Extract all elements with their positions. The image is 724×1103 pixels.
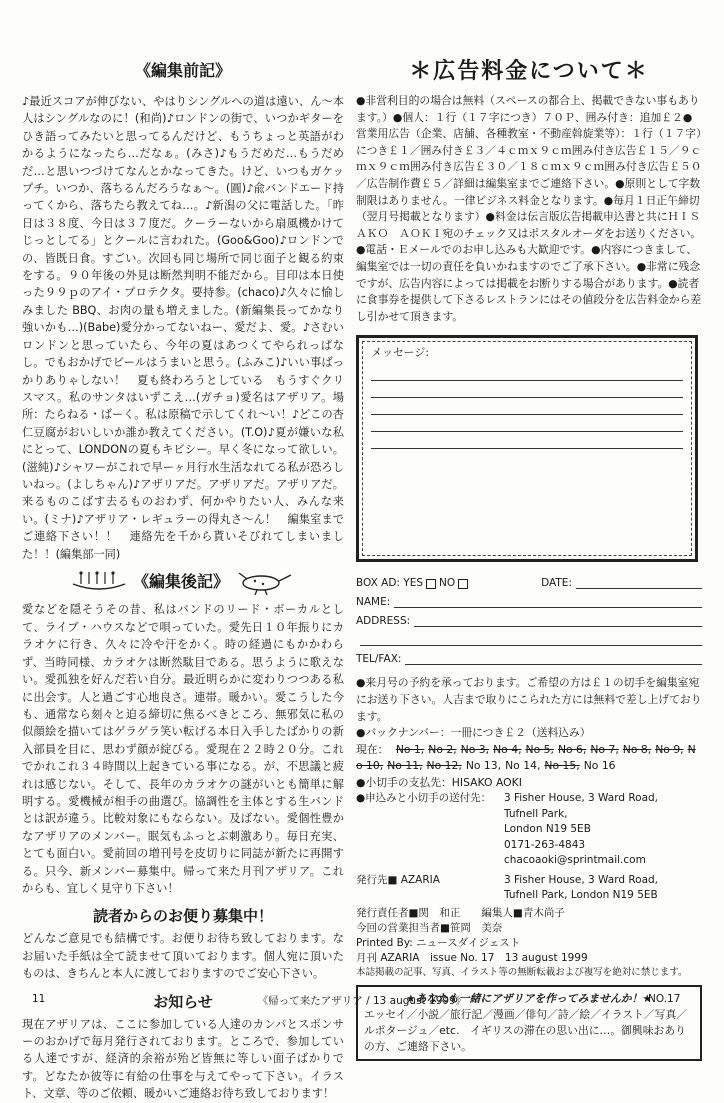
send-address [504, 791, 658, 869]
recruit-body: エッセイ／小説／旅行記／漫画／俳句／詩／絵／イラスト／写真／ルポタージュ／etc. イギリスの滞在の思い出に…。御興味おありの方、ご連絡下さい。 [364, 1007, 688, 1053]
date-label: DATE: [541, 577, 572, 590]
backnumber-item: No 11, [387, 759, 423, 773]
payee-line: ●小切手の支払先：HISAKO AOKI [356, 775, 522, 789]
address-row [356, 608, 702, 627]
address-label: ADDRESS: [356, 615, 411, 628]
backnumber-item: No 3, [460, 742, 490, 756]
footer-title: 《帰って来たアザリア / 13 august 1999》 [257, 995, 467, 1007]
ad-rates-body: ●非営利目的の場合は無料（スペースの都合上、掲載できない事もあります。）●個人：１行（１７字につき）７０Ｐ、囲み付き：追加￡２●営業用広告（企業、店舗、各種教室・不動産斡旋業等）：１行（１７字）につき￡１／囲み付き￡３／４ｃｍｘ９ｃｍ囲み付き広告￡１５／９ｃｍｘ９ｃｍ囲み付き広告￡３０／１８ｃｍｘ９ｃｍ囲み付き広告￡５０／広告制作費￡５／詳細は編集室までご連絡下さい。●原則として字数制限はありません。一律ビジネス料金となります。●毎月１日正午締切（翌月号掲載となります）●料金は伝言版広告掲載申込書と共にＨＩＳＡＫＯ ＡＯＫＩ宛のチェック又はポスタルオーダをお送りください。●電話・Ｅメールでのお申し込みも大歓迎です。●内容につきまして、編集室では一切の責任を負いかねますのでご了承下さい。●非常に残念ですが、広告内容によっては掲載をお断りする場合があります。●読者に食事券を提供して下さるレストランにはその値段分を広告料金から差し引かせて頂きます。 [356, 94, 702, 323]
send-addr-line: London N19 5EB [504, 823, 591, 836]
backnumber-list [356, 742, 702, 775]
phone-number: 0171-263-4843 [504, 838, 586, 851]
boat-doodle-icon [71, 570, 127, 594]
notice-body: 現在アザリアは、ここに参加している人達のカンパとスポンサーのおかげで毎月発行されております。ところで、参加している人達ですが、経済的余裕が殆ど皆無に等しい面子ばかりです。どなたか彼等に有給の仕事を与えてやって下さい。イラスト、文章、等のご依頼、暖かいご連絡お待ち致しております！ [22, 1017, 344, 1101]
backnumber-item: No 6, [557, 742, 587, 756]
send-key: ●申込みと小切手の送付先： [356, 792, 492, 805]
publisher-addr-line: Tufnell Park, London N19 5EB [504, 889, 658, 902]
recruit-title: ★あなたも一緒にアザリアを作ってみませんか！★ [405, 991, 653, 1005]
box-ad-row [356, 570, 702, 589]
address-field[interactable] [414, 614, 702, 627]
issue-number: NO.17 [648, 993, 681, 1005]
editor-pre-title: 《編集前記》 [134, 61, 231, 80]
backnumber-item: No 10, [356, 742, 696, 773]
telfax-row [356, 646, 702, 665]
backnumber-item: No 2, [428, 742, 457, 756]
send-addr-line: 3 Fisher House, 3 Ward Road, [504, 792, 659, 805]
name-label: NAME: [356, 596, 391, 609]
publisher-key: 発行先■ AZARIA [356, 873, 440, 886]
backnumber-item: No 7, [590, 742, 619, 756]
ad-rates-title: ＊広告料金について＊ [409, 59, 649, 84]
credit-line: Printed By: ニュースダイジェスト [356, 936, 521, 949]
backnumber-item: No 16 [583, 759, 616, 773]
message-label: メッセージ: [371, 346, 430, 360]
editor-post-body: 愛などを隠そうその昔、私はバンドのリード・ボーカルとして、ライブ・ハウスなどで唄っていた。愛先日１０年振りにカラオケに行き、久々に冷や汗をかく。時の経過にもかかわらず、当時同様、カラオケは断然駄目である。思うように歌えない。愛孤独を好んだ若い自分。最近明らかに変わりつつある私に出会す。人と過ごす心地良さ。連帯。暖かい。愛こうした今も、通常なら刻々と迫る締切に焦るべきところ、無邪気に私の似顔絵を描いてはゲラゲラ笑い転げる本日入手したばかりの新入部員を目に、思わず顔が綻びる。愛現在２２時２０分。これでかれこれ３４時間以上起きている事になる。が、不思議と疲れは感じない。そして、長年のカラオケの謎がいとも簡単に解明する。愛機械が相手の曲選び。協調性を主体とする生バンドとは訳が違う。比較対象にもならない。及ばない。愛個性豊かなアザリアのメンバー。眠気もふっとぶ刺激あり。毎日充実、とても面白い。愛前回の増刊号を皮切りに同誌が新たに再開する。只今、新メンバー募集中。帰って来た月刊アザリア。これからも、宜しく見守り下さい！ [22, 603, 344, 895]
letters-body: どんなご意見でも結構です。お便りお待ち致しております。なお届いた手紙は全て読ませて頂いております。個人宛に頂いたものは、きちんと本人に渡しておりますのでご安心下さい。 [22, 932, 344, 981]
box-ad-form [356, 335, 698, 562]
left-column [22, 52, 344, 1103]
backnumber-item: No 5, [525, 742, 554, 756]
box-ad-yes-label: BOX AD: YES [356, 577, 423, 590]
form-fields [356, 570, 702, 665]
address-field-line-2[interactable] [360, 633, 702, 646]
bird-doodle-icon [235, 569, 295, 595]
date-field[interactable] [576, 576, 702, 589]
copyright-note: 本誌掲載の記事、写真、イラスト等の無断転載および複写を絶対に禁じます。 [356, 966, 688, 978]
reserve-body: ●来月号の予約を承っております。ご希望の方は￡１の切手を編集室宛にお送り下さい。人吉まで取りにこられた方には無料で差し上げております。 [356, 676, 702, 723]
letters-title: 読者からのお便り募集中！ [92, 907, 273, 926]
credits [356, 906, 702, 966]
credit-line: 今回の営業担当者■笹岡 美奈 [356, 921, 503, 934]
message-box [362, 341, 692, 556]
backnumber-item: No 9, [655, 742, 684, 756]
backnumber-item: No 1, [395, 742, 425, 756]
box-ad-yes-checkbox[interactable] [426, 579, 436, 589]
telfax-field[interactable] [405, 652, 702, 665]
publisher-block [356, 873, 702, 904]
backnumber-item: No 14, [505, 759, 541, 773]
box-ad-no-checkbox[interactable] [458, 579, 468, 589]
backnumber-item: No 12, [426, 759, 462, 773]
right-column [356, 52, 702, 1061]
backnumber-item: No 4, [493, 742, 522, 756]
editor-post-heading [22, 569, 344, 596]
backnumber-item: No 15, [544, 759, 580, 773]
name-row [356, 589, 702, 608]
backnumber-line: ●バックナンバー：一冊につき￡２（送料込み） [356, 726, 591, 740]
notice-title: お知らせ [153, 992, 213, 1011]
publisher-addr-line: 3 Fisher House, 3 Ward Road, [504, 873, 659, 886]
current-label: 現在： [356, 742, 389, 756]
box-ad-no-label: NO [439, 577, 456, 590]
page-number: 11 [32, 993, 46, 1005]
send-address-block [356, 791, 702, 869]
telfax-label: TEL/FAX: [356, 653, 402, 666]
name-field[interactable] [394, 595, 702, 608]
editor-post-title: 《編集後記》 [132, 571, 229, 591]
publisher-address [504, 873, 658, 904]
backnumber-item: No 8, [622, 742, 652, 756]
message-lines[interactable] [371, 364, 683, 449]
credit-line: 発行責任者■関 和正 編集人■青木尚子 [356, 906, 565, 919]
editor-pre-body: ♪最近スコアが伸びない、やはりシングルへの道は遠い、ん～本人はシングルなのに！(和尚)♪ロンドンの街で、いつかギターをひき語ってみたいと思ってるんだけど、もうちょっと英語がわかるようになったら…だなぁ。(みさ)♪もうだめだ…もうだめだ…と思いつづけてなんとかなってきた。けど、いつもガケップチ。いつか、落ちるんだろうなぁ～。(圓)♪兪バンドエード持ってくから、落ちたら教えてね…。♪新潟の父に電話した。「昨日は３８度、今日は３７度だ。クーラーないから扇風機かけてじっとしてる」とクールに言われた。(Goo&Goo)♪ロンドンでの、皆既日食。すごい。次回も同じ場所で同じ面子と観る約束をする。９０年後の外見は断然判明不能だから。目印は本日使った９９ｐのアイ・プロテクタ。要持参。(chaco)♪久々に愉しみました BBQ、お肉の量も増えました。(新編集長ってかなり強いかも…)(Babe)愛分かってないねー、愛だよ、愛。♪さむいロンドンと思っていたら、今年の夏はあつくてやられっぱなし。でもおかげでビールはうまいと思う。(ふみこ)♪いい事ばっかりありゃしない！ 夏も終わろうとしている もうすぐクリスマス。私のサンタはいずこえ…(ガチョ)愛名はアザリア。場所：たらねる・ばーく。私は原稿で示してくれ～い！♪どこの杏仁豆腐がおいしいか誰か教えてください。(T.O)♪夏が嫌いな私にとって、LONDONの夏もキビシー。早く冬になって欲しい。(滋純)♪シャワーがこれで早ーヶ月行水生活なれてる私が恐ろしいねっ。(よしちゃん)♪アザリアだ。アザリアだ。アザリアだ。来るものこばす去るものおわず、何かやりたい人、みんな来い。(ミナ)♪アザリア・レギュラーの得丸さ～ん！ 編集室まで ご連絡下さい！！ 連絡先を千から貰いそびれてしまいました！！(編集部一同) [22, 95, 344, 561]
credit-line: 月刊 AZARIA issue No. 17 13 august 1999 [356, 951, 588, 964]
backnumber-item: No 13, [465, 759, 502, 773]
email-address[interactable]: chacoaoki@sprintmail.com [504, 854, 646, 867]
send-addr-line: Tufnell Park, [504, 807, 568, 820]
